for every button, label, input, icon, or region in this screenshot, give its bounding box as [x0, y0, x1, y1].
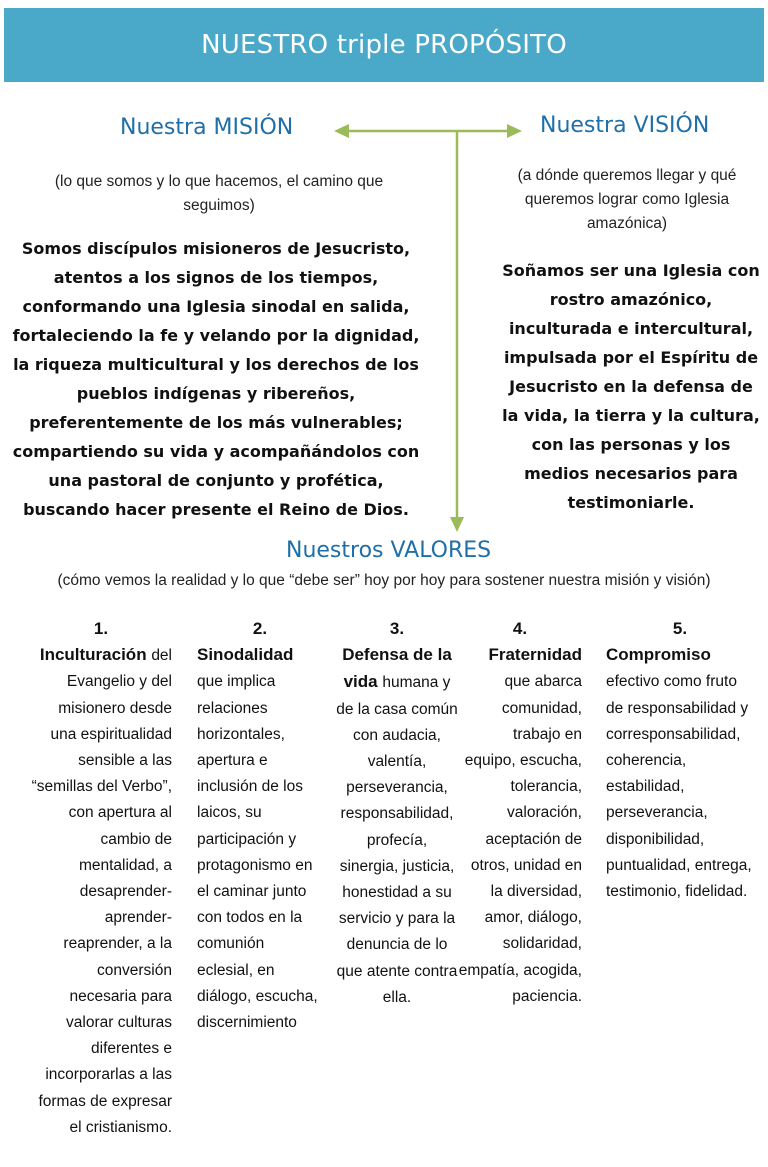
value-item-inculturacion [30, 616, 172, 1141]
value-title: Inculturación [39, 645, 152, 665]
valores-subtitle: (cómo vemos la realidad y lo que “debe ser” hoy por hoy para sostener nuestra misión y visión) [57, 572, 711, 589]
value-item-fraternidad [458, 616, 582, 1010]
value-text: que implica relaciones horizontales, apertura e inclusión de los laicos, su participación y protagonismo en el caminar junto con todos en la comunión eclesial, en diálogo, escucha, discernimiento [197, 673, 318, 1032]
value-text: que abarca comunidad, trabajo en equipo, escucha, tolerancia, valoración, aceptación de otros, unidad en la diversidad, amor, diálogo, solidaridad, empatía, acogida, paciencia. [458, 673, 582, 1005]
value-number: 2. [252, 619, 268, 638]
value-number: 5. [672, 619, 688, 638]
value-title: Compromiso [606, 645, 711, 665]
value-text: humana y de la casa común con audacia, valentía, perseverancia, responsabilidad, profecía, sinergia, justicia, honestidad a su servicio y para la denuncia de lo que atente contra ella. [336, 674, 458, 1006]
value-text: del Evangelio y del misionero desde una espiritualidad sensible a las “semillas del Verbo”, con apertura al cambio de mentalidad, a desaprender-aprender-reaprender, a la conversión necesaria para valorar culturas diferentes e incorporarlas a las formas de expresar el cristianismo. [31, 647, 172, 1136]
mision-statement: Somos discípulos misioneros de Jesucristo, atentos a los signos de los tiempos, conformando una Iglesia sinodal en salida, fortaleciendo la fe y velando por la dignidad, la riqueza multicultural y los derechos de los pueblos indígenas y ribereños, preferentemente de los más vulnerables; compartiendo su vida y acompañándolos con una pastoral de conjunto y profética, buscando hacer presente el Reino de Dios. [12, 239, 420, 519]
valores-heading: Nuestros VALORES [286, 538, 492, 563]
vision-heading: Nuestra VISIÓN [540, 113, 710, 138]
value-title: Fraternidad [488, 645, 582, 665]
vision-statement: Soñamos ser una Iglesia con rostro amazónico, inculturada e intercultural, impulsada por el Espíritu de Jesucristo en la defensa de la vida, la tierra y la cultura, con las personas y los medios necesarios para testimoniarle. [502, 261, 760, 512]
vision-subtitle: (a dónde queremos llegar y qué queremos lograr como Iglesia amazónica) [517, 167, 737, 232]
value-item-defensa-de-la-vida [336, 616, 458, 1011]
value-number: 3. [389, 619, 405, 638]
value-item-compromiso [606, 616, 754, 905]
value-number: 4. [512, 619, 528, 638]
arrowhead-left [334, 124, 349, 138]
mision-subtitle: (lo que somos y lo que hacemos, el camino que seguimos) [54, 173, 384, 214]
value-title: Defensa de la vida [342, 645, 452, 692]
page-title: NUESTRO triple PROPÓSITO [201, 30, 567, 60]
value-text: efectivo como fruto de responsabilidad y corresponsabilidad, coherencia, estabilidad, perseverancia, disponibilidad, puntualidad, entrega, testimonio, fidelidad. [606, 673, 752, 901]
value-title: Sinodalidad [197, 645, 294, 665]
arrowhead-down [450, 517, 464, 532]
value-number: 1. [93, 619, 109, 638]
value-item-sinodalidad [197, 616, 323, 1036]
arrowhead-right [507, 124, 522, 138]
mision-heading: Nuestra MISIÓN [120, 115, 294, 140]
